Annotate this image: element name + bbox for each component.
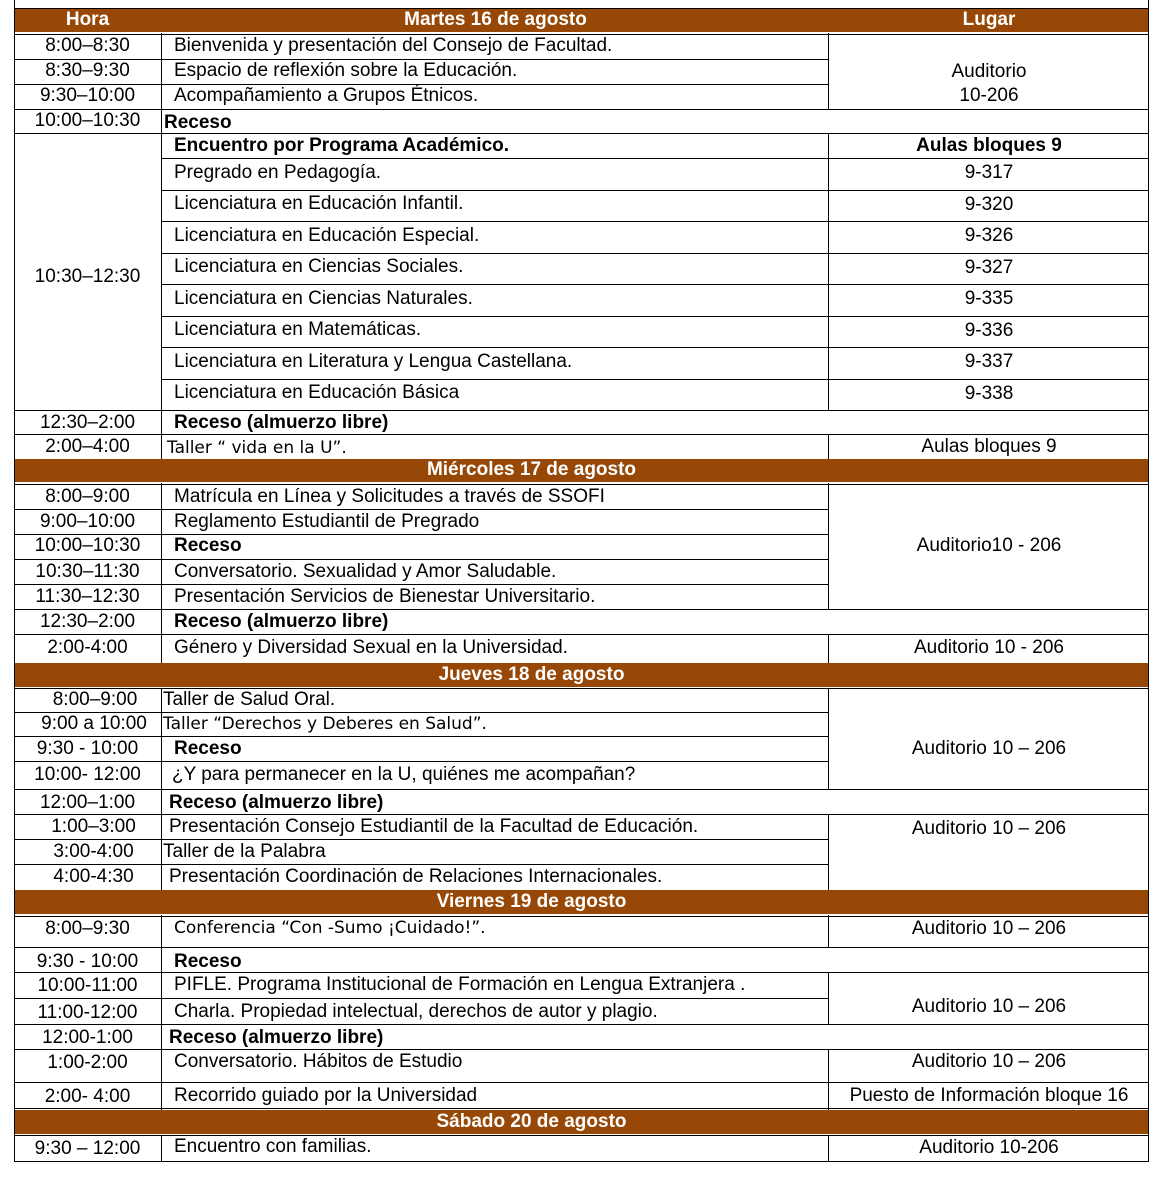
program-room: 9-335 <box>964 288 1014 309</box>
program-room: 9-326 <box>964 225 1014 246</box>
grid-line <box>14 864 829 865</box>
time-cell: 12:00–1:00 <box>39 792 136 813</box>
program-meeting-title: Encuentro por Programa Académico. <box>174 135 510 156</box>
program-name: Licenciatura en Matemáticas. <box>174 319 422 340</box>
place-cell: Auditorio 10 – 206 <box>911 1051 1067 1072</box>
grid-line <box>14 947 1149 948</box>
grid-line <box>161 221 1149 222</box>
grid-line <box>161 316 1149 317</box>
time-cell: 9:30–10:00 <box>39 85 136 106</box>
grid-line <box>161 347 1149 348</box>
time-cell: 9:30 – 12:00 <box>34 1138 141 1159</box>
break-cell: Receso <box>174 951 242 972</box>
break-cell: Receso <box>164 112 232 133</box>
time-cell: 8:30–9:30 <box>45 60 130 81</box>
grid-line <box>14 839 829 840</box>
activity-cell: ¿Y para permanecer en la U, quiénes me acompañan? <box>172 764 636 785</box>
grid-line <box>14 410 1149 411</box>
program-meeting-place: Aulas bloques 9 <box>916 135 1062 156</box>
program-room: 9-336 <box>964 320 1014 341</box>
grid-line <box>14 509 829 510</box>
time-cell: 11:30–12:30 <box>35 586 140 607</box>
time-cell: 1:00-2:00 <box>47 1052 128 1073</box>
time-cell: 8:00–8:30 <box>45 35 130 56</box>
place-cell: Puesto de Información bloque 16 <box>849 1085 1129 1106</box>
grid-line <box>14 761 829 762</box>
program-name: Licenciatura en Literatura y Lengua Castellana. <box>174 351 573 372</box>
time-cell: 2:00–4:00 <box>45 436 130 457</box>
grid-line <box>14 559 829 560</box>
break-cell: Receso <box>174 738 242 759</box>
grid-line <box>161 158 1149 159</box>
activity-cell: Género y Diversidad Sexual en la Universidad. <box>174 637 568 658</box>
time-cell: 4:00-4:30 <box>53 866 134 887</box>
grid-line <box>161 379 1149 380</box>
time-cell: 9:00–10:00 <box>39 511 136 532</box>
break-cell: Receso (almuerzo libre) <box>174 611 389 632</box>
activity-cell: Matrícula en Línea y Solicitudes a través de SSOFI <box>174 486 605 507</box>
time-cell: 8:00–9:30 <box>45 918 130 939</box>
time-cell: 12:30–2:00 <box>39 412 136 433</box>
activity-cell: Espacio de reflexión sobre la Educación. <box>174 60 518 81</box>
day-header-tue: Martes 16 de agosto <box>404 9 587 30</box>
time-cell: 2:00-4:00 <box>47 637 128 658</box>
grid-line <box>14 634 1149 635</box>
grid-line <box>161 253 1149 254</box>
activity-cell: Conferencia “Con -Sumo ¡Cuidado!”. <box>174 918 486 938</box>
day-header-thu: Jueves 18 de agosto <box>438 664 625 685</box>
program-room: 9-338 <box>964 383 1014 404</box>
activity-cell: Acompañamiento a Grupos Étnicos. <box>174 85 479 106</box>
grid-line <box>14 1024 1149 1025</box>
break-cell: Receso <box>174 535 242 556</box>
day-header-fri: Viernes 19 de agosto <box>436 891 627 912</box>
activity-cell: Presentación Servicios de Bienestar Universitario. <box>174 586 596 607</box>
day-header-sat: Sábado 20 de agosto <box>436 1111 627 1132</box>
time-cell: 9:00 a 10:00 <box>41 713 147 734</box>
grid-line <box>14 434 1149 435</box>
time-cell: 10:00–10:30 <box>34 110 141 131</box>
time-cell: 2:00- 4:00 <box>44 1086 131 1107</box>
activity-cell: Taller “ vida en la U”. <box>167 438 347 458</box>
program-name: Licenciatura en Ciencias Sociales. <box>174 256 464 277</box>
activity-cell: Charla. Propiedad intelectual, derechos de autor y plagio. <box>174 1001 658 1022</box>
activity-cell: Bienvenida y presentación del Consejo de Facultad. <box>174 35 613 56</box>
grid-line <box>14 736 829 737</box>
break-cell: Receso (almuerzo libre) <box>169 792 384 813</box>
grid-line <box>161 915 162 1110</box>
day-header-wed: Miércoles 17 de agosto <box>426 459 637 480</box>
grid-line <box>161 284 1149 285</box>
break-cell: Receso (almuerzo libre) <box>174 412 389 433</box>
break-cell: Receso (almuerzo libre) <box>169 1027 384 1048</box>
activity-cell: Conversatorio. Hábitos de Estudio <box>174 1051 463 1072</box>
activity-cell: PIFLE. Programa Institucional de Formación en Lengua Extranjera . <box>174 974 746 995</box>
time-cell: 3:00-4:00 <box>53 841 134 862</box>
column-header-hora: Hora <box>65 9 110 30</box>
grid-line <box>161 190 1149 191</box>
grid-line <box>161 1135 162 1162</box>
grid-line <box>14 1161 1149 1162</box>
grid-line <box>161 33 162 459</box>
time-cell: 8:00–9:00 <box>45 486 130 507</box>
time-cell: 8:00–9:00 <box>52 689 138 710</box>
time-cell: 9:30 - 10:00 <box>36 738 139 759</box>
activity-cell: Taller de Salud Oral. <box>163 689 336 710</box>
activity-cell: Presentación Consejo Estudiantil de la Facultad de Educación. <box>169 816 699 837</box>
place-cell: Auditorio10 - 206 <box>916 535 1062 556</box>
grid-line <box>14 109 1149 110</box>
time-cell: 1:00–3:00 <box>51 816 136 837</box>
grid-line <box>14 584 829 585</box>
activity-cell: Encuentro con familias. <box>174 1136 372 1157</box>
activity-cell: Recorrido guiado por la Universidad <box>174 1085 478 1106</box>
place-cell: Auditorio 10 – 206 <box>911 918 1067 939</box>
place-cell: Auditorio 10 – 206 <box>911 738 1067 759</box>
time-cell: 10:30–11:30 <box>35 561 140 582</box>
program-room: 9-320 <box>964 194 1014 215</box>
grid-line <box>14 8 1149 9</box>
grid-line <box>14 484 1149 485</box>
grid-line <box>14 1049 1149 1050</box>
place-cell-line2: 10-206 <box>959 85 1019 106</box>
activity-cell: Taller de la Palabra <box>163 841 326 862</box>
time-cell: 12:30–2:00 <box>39 611 136 632</box>
grid-line <box>14 609 1149 610</box>
place-cell: Auditorio 10 - 206 <box>914 637 1064 658</box>
grid-line <box>14 814 1149 815</box>
time-cell: 10:00- 12:00 <box>34 764 141 785</box>
time-cell: 10:00–10:30 <box>34 535 141 556</box>
time-cell: 9:30 - 10:00 <box>36 951 139 972</box>
time-cell: 10:30–12:30 <box>34 266 141 287</box>
time-cell: 11:00-12:00 <box>37 1002 138 1023</box>
program-name: Licenciatura en Educación Infantil. <box>174 193 464 214</box>
grid-line <box>14 789 1149 790</box>
place-cell-line1: Auditorio <box>951 61 1027 82</box>
activity-cell: Taller “Derechos y Deberes en Salud”. <box>163 714 487 734</box>
grid-line <box>14 1082 1149 1083</box>
activity-cell: Reglamento Estudiantil de Pregrado <box>174 511 480 532</box>
place-cell: Auditorio 10-206 <box>919 1137 1059 1158</box>
program-name: Licenciatura en Educación Básica <box>174 382 460 403</box>
grid-line <box>14 1108 1149 1109</box>
grid-line <box>14 998 829 999</box>
program-room: 9-337 <box>964 351 1014 372</box>
place-cell: Aulas bloques 9 <box>921 436 1057 457</box>
program-room: 9-327 <box>964 257 1014 278</box>
program-name: Pregrado en Pedagogía. <box>174 162 382 183</box>
activity-cell: Presentación Coordinación de Relaciones Internacionales. <box>169 866 663 887</box>
activity-cell: Conversatorio. Sexualidad y Amor Saludable. <box>174 561 557 582</box>
program-room: 9-317 <box>964 162 1014 183</box>
place-cell: Auditorio 10 – 206 <box>911 996 1067 1017</box>
program-name: Licenciatura en Ciencias Naturales. <box>174 288 473 309</box>
time-cell: 10:00-11:00 <box>37 975 138 996</box>
column-header-lugar: Lugar <box>962 9 1016 30</box>
time-cell: 12:00-1:00 <box>42 1027 133 1048</box>
grid-line <box>161 483 162 663</box>
program-name: Licenciatura en Educación Especial. <box>174 225 480 246</box>
place-cell: Auditorio 10 – 206 <box>911 818 1067 839</box>
